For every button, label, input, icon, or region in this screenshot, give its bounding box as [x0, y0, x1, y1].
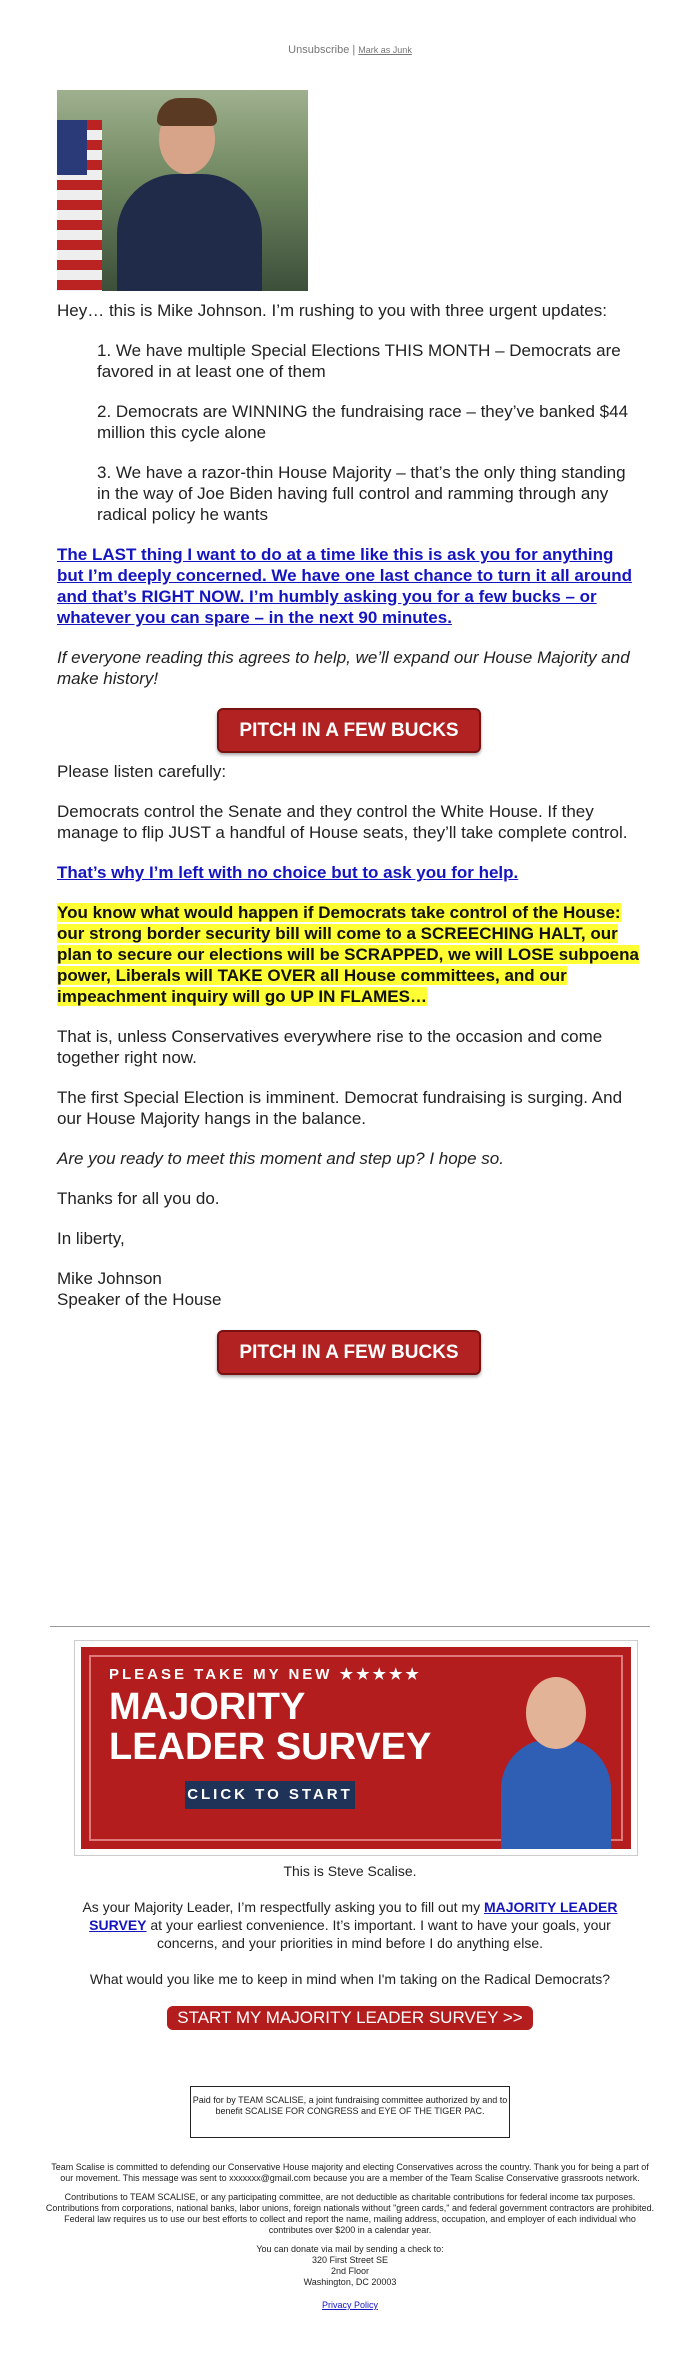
- flag-canton: [57, 120, 87, 175]
- scalise-photo: [501, 1677, 611, 1837]
- survey-link[interactable]: MAJORITY LEADER SURVEY: [89, 1899, 618, 1933]
- scalise-question: What would you like me to keep in mind when I'm taking on the Radical Democrats?: [89, 1971, 611, 1987]
- update-item: 2. Democrats are WINNING the fundraising race – they’ve banked $44 million this cycle alone: [97, 402, 629, 442]
- privacy-policy-link[interactable]: Privacy Policy: [321, 2300, 378, 2310]
- mike-johnson-photo: [57, 90, 308, 291]
- scalise-face: [526, 1677, 586, 1749]
- unsubscribe-link[interactable]: Unsubscribe: [288, 44, 350, 56]
- mark-junk-link[interactable]: Mark as Junk: [358, 45, 412, 55]
- unless-text: That is, unless Conservatives everywhere rise to the occasion and come together right now.: [57, 1027, 603, 1067]
- footer: [45, 2162, 655, 2319]
- scalise-body-before: As your Majority Leader, I’m respectfully asking you to fill out my: [82, 1899, 484, 1915]
- donation-ask-link[interactable]: The LAST thing I want to do at a time like this is ask you for anything but I’m deeply concerned. We have one last chance to turn it all around and that’s RIGHT NOW. I’m humbly asking you for a few bucks – or whatever you can spare – in the next 90 minutes.: [57, 545, 632, 627]
- thanks-text: Thanks for all you do.: [57, 1189, 220, 1208]
- survey-banner[interactable]: [75, 1641, 637, 1855]
- banner-title: [109, 1687, 431, 1767]
- pitch-in-button[interactable]: PITCH IN A FEW BUCKS: [217, 708, 480, 753]
- address-line-2: 2nd Floor: [330, 2266, 370, 2276]
- footer-contributions: Contributions to TEAM SCALISE, or any participating committee, are not deductible as charitable contributions for federal income tax purposes. Contributions from corporations, national banks, labor unions, foreign nationals without "green cards," and federal government contractors are prohibited. Federal law requires us to use our best efforts to collect and report the name, mailing address, occupation, and employer of each individual who contributes over $200 in a calendar year.: [45, 2192, 655, 2235]
- pitch-in-button-2[interactable]: PITCH IN A FEW BUCKS: [217, 1330, 480, 1375]
- signature-title: Speaker of the House: [57, 1290, 222, 1309]
- control-text: Democrats control the Senate and they control the White House. If they manage to flip JUST a handful of House seats, they’ll take complete control.: [57, 802, 628, 842]
- updates-list: [97, 340, 641, 525]
- update-item: 1. We have multiple Special Elections THIS MONTH – Democrats are favored in at least one of them: [97, 341, 621, 381]
- banner-take-text: PLEASE TAKE MY NEW ★★★★★: [109, 1666, 422, 1683]
- email-body: [57, 300, 641, 1383]
- banner-title-line-2: LEADER SURVEY: [109, 1726, 432, 1768]
- update-item: 3. We have a razor-thin House Majority – that’s the only thing standing in the way of Joe Biden having full control and ramming through any radical policy he wants: [97, 463, 626, 524]
- top-links: [0, 44, 700, 56]
- banner-click-to-start[interactable]: CLICK TO START: [185, 1781, 355, 1809]
- greeting: Hey… this is Mike Johnson. I’m rushing to you with three urgent updates:: [57, 301, 607, 320]
- photo-shirt: [117, 174, 262, 291]
- scalise-body: [57, 1898, 643, 1952]
- banner-title-line-1: MAJORITY: [109, 1686, 306, 1728]
- scalise-body-after: at your earliest convenience. It’s important. I want to have your goals, your concerns, and your priorities in mind before I do anything else.: [146, 1917, 611, 1951]
- scalise-section: [57, 1862, 643, 2030]
- scalise-intro: This is Steve Scalise.: [283, 1863, 417, 1879]
- start-survey-button[interactable]: START MY MAJORITY LEADER SURVEY >>: [167, 2006, 532, 2030]
- sign-off: In liberty,: [57, 1229, 125, 1248]
- scalise-shirt: [501, 1739, 611, 1849]
- highlighted-warning: You know what would happen if Democrats take control of the House: our strong border security bill will come to a SCREECHING HALT, our plan to secure our elections will be SCRAPPED, we will LOSE subpoena power, Liberals will TAKE OVER all House committees, and our impeachment inquiry will go UP IN FLAMES…: [57, 903, 639, 1006]
- section-divider: [50, 1626, 650, 1627]
- expand-majority-text: If everyone reading this agrees to help, we’ll expand our House Majority and make history!: [57, 648, 630, 688]
- signature-name: Mike Johnson: [57, 1269, 162, 1288]
- address-line-1: 320 First Street SE: [311, 2255, 389, 2265]
- listen-text: Please listen carefully:: [57, 762, 227, 781]
- footer-committed: Team Scalise is committed to defending our Conservative House majority and electing Conservatives across the country. Thank you for being a part of our movement. This message was sent to xxxxxxx@gmail.com because you are a member of the Team Scalise Conservative grassroots network.: [51, 2162, 649, 2183]
- imminent-text: The first Special Election is imminent. Democrat fundraising is surging. And our House Majority hangs in the balance.: [57, 1088, 623, 1128]
- address-line-3: Washington, DC 20003: [303, 2277, 397, 2287]
- no-choice-link[interactable]: That’s why I’m left with no choice but to ask you for help.: [57, 863, 519, 882]
- mail-intro: You can donate via mail by sending a check to:: [256, 2244, 444, 2254]
- step-up-text: Are you ready to meet this moment and step up? I hope so.: [57, 1149, 504, 1168]
- paid-for-disclaimer: Paid for by TEAM SCALISE, a joint fundraising committee authorized by and to benefit SCALISE FOR CONGRESS and EYE OF THE TIGER PAC.: [190, 2086, 510, 2138]
- photo-hair: [157, 98, 217, 126]
- separator: |: [352, 44, 356, 56]
